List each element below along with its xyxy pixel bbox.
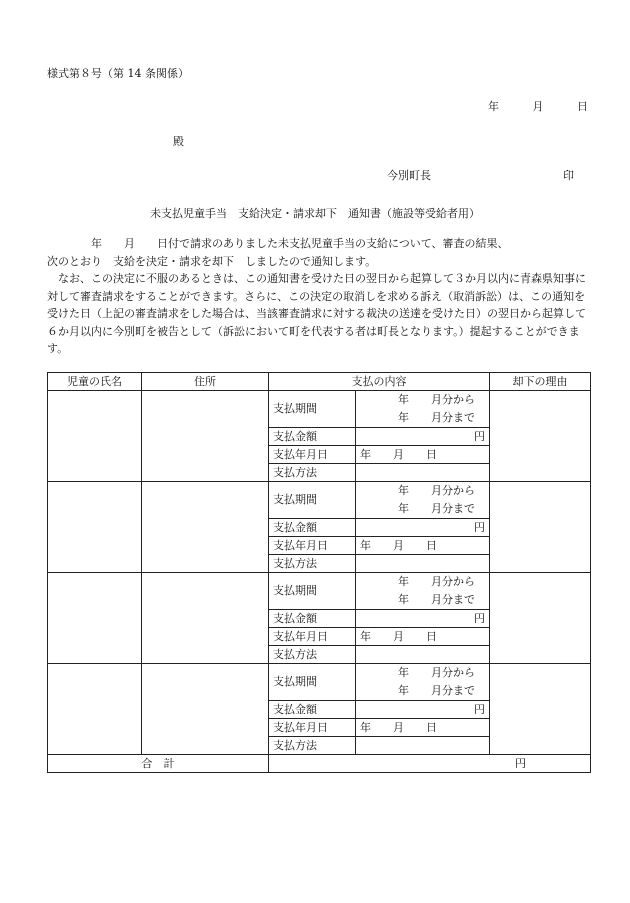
date-label: 支払年月日 [269, 446, 356, 464]
period-value[interactable] [356, 391, 490, 428]
header-rejection-reason: 却下の理由 [490, 373, 591, 391]
notice-body [47, 235, 592, 358]
header-child-name: 児童の氏名 [48, 373, 142, 391]
body-line-1: 年 月 日付で請求のありました未支払児童手当の支給について、審査の結果、 [47, 237, 509, 250]
amount-label: 支払金額 [269, 701, 356, 719]
issue-date [488, 98, 588, 114]
amount-label: 支払金額 [269, 428, 356, 446]
total-label: 合 計 [48, 755, 269, 773]
recipient-suffix: 殿 [173, 135, 184, 148]
period-from: 年 月分から [398, 484, 475, 497]
period-value[interactable] [356, 482, 490, 519]
body-line-2: 次のとおり 支給を決定・請求を却下 しましたので通知します。 [47, 254, 377, 268]
date-day: 日 [577, 100, 588, 113]
child-name-cell[interactable] [48, 664, 142, 755]
date-month: 月 [532, 100, 544, 113]
amount-yen[interactable]: 円 [356, 610, 490, 628]
header-payment-details: 支払の内容 [269, 373, 490, 391]
amount-label: 支払金額 [269, 519, 356, 537]
rejection-reason-cell[interactable] [490, 391, 591, 482]
rejection-reason-cell[interactable] [490, 664, 591, 755]
method-value[interactable] [356, 737, 490, 755]
date-label: 支払年月日 [269, 537, 356, 555]
period-label: 支払期間 [269, 391, 356, 428]
table-row [48, 391, 591, 428]
period-to: 年 月分まで [398, 502, 475, 515]
child-name-cell[interactable] [48, 391, 142, 482]
table-row [48, 482, 591, 519]
address-cell[interactable] [142, 573, 269, 664]
period-value[interactable] [356, 664, 490, 701]
child-name-cell[interactable] [48, 482, 142, 573]
table-row [48, 573, 591, 610]
date-value[interactable]: 年 月 日 [356, 537, 490, 555]
child-name-cell[interactable] [48, 573, 142, 664]
total-yen: 円 [515, 756, 526, 770]
address-cell[interactable] [142, 482, 269, 573]
total-amount-cell[interactable] [269, 755, 591, 773]
rejection-reason-cell[interactable] [490, 573, 591, 664]
address-cell[interactable] [142, 664, 269, 755]
period-label: 支払期間 [269, 482, 356, 519]
period-from: 年 月分から [398, 666, 475, 679]
period-value[interactable] [356, 573, 490, 610]
date-year: 年 [488, 100, 499, 113]
method-value[interactable] [356, 464, 490, 482]
total-row [48, 755, 591, 773]
period-to: 年 月分まで [398, 593, 475, 606]
document-title: 未支払児童手当 支給決定・請求却下 通知書（施設等受給者用） [150, 207, 480, 220]
period-to: 年 月分まで [398, 684, 475, 697]
method-label: 支払方法 [269, 464, 356, 482]
date-label: 支払年月日 [269, 628, 356, 646]
address-cell[interactable] [142, 391, 269, 482]
rejection-reason-cell[interactable] [490, 482, 591, 573]
date-label: 支払年月日 [269, 719, 356, 737]
method-label: 支払方法 [269, 555, 356, 573]
payment-table [47, 372, 591, 773]
period-to: 年 月分まで [398, 411, 475, 424]
amount-label: 支払金額 [269, 610, 356, 628]
method-label: 支払方法 [269, 737, 356, 755]
period-from: 年 月分から [398, 393, 475, 406]
form-number: 様式第８号（第 14 条関係） [47, 67, 189, 80]
seal-mark: 印 [563, 169, 574, 182]
method-label: 支払方法 [269, 646, 356, 664]
table-row [48, 664, 591, 701]
period-label: 支払期間 [269, 664, 356, 701]
date-value[interactable]: 年 月 日 [356, 719, 490, 737]
issuer-name: 今別町長 [387, 169, 431, 182]
date-value[interactable]: 年 月 日 [356, 628, 490, 646]
amount-yen[interactable]: 円 [356, 701, 490, 719]
method-value[interactable] [356, 646, 490, 664]
method-value[interactable] [356, 555, 490, 573]
amount-yen[interactable]: 円 [356, 519, 490, 537]
header-address: 住所 [142, 373, 269, 391]
period-label: 支払期間 [269, 573, 356, 610]
body-paragraph-2: なお、この決定に不服のあるときは、この通知書を受けた日の翌日から起算して３か月以内に青森県知事に対して審査請求をすることができます。さらに、この決定の取消しを求める訴え（取消訴訟）は、この通知を受けた日（上記の審査請求をした場合は、当該審査請求に対する裁決の送達を受けた日）の翌日から起算して６か月以内に今別町を被告として（訴訟において町を代表する者は町長となります。）提起することができます。 [47, 272, 586, 355]
period-from: 年 月分から [398, 575, 475, 588]
amount-yen[interactable]: 円 [356, 428, 490, 446]
date-value[interactable]: 年 月 日 [356, 446, 490, 464]
